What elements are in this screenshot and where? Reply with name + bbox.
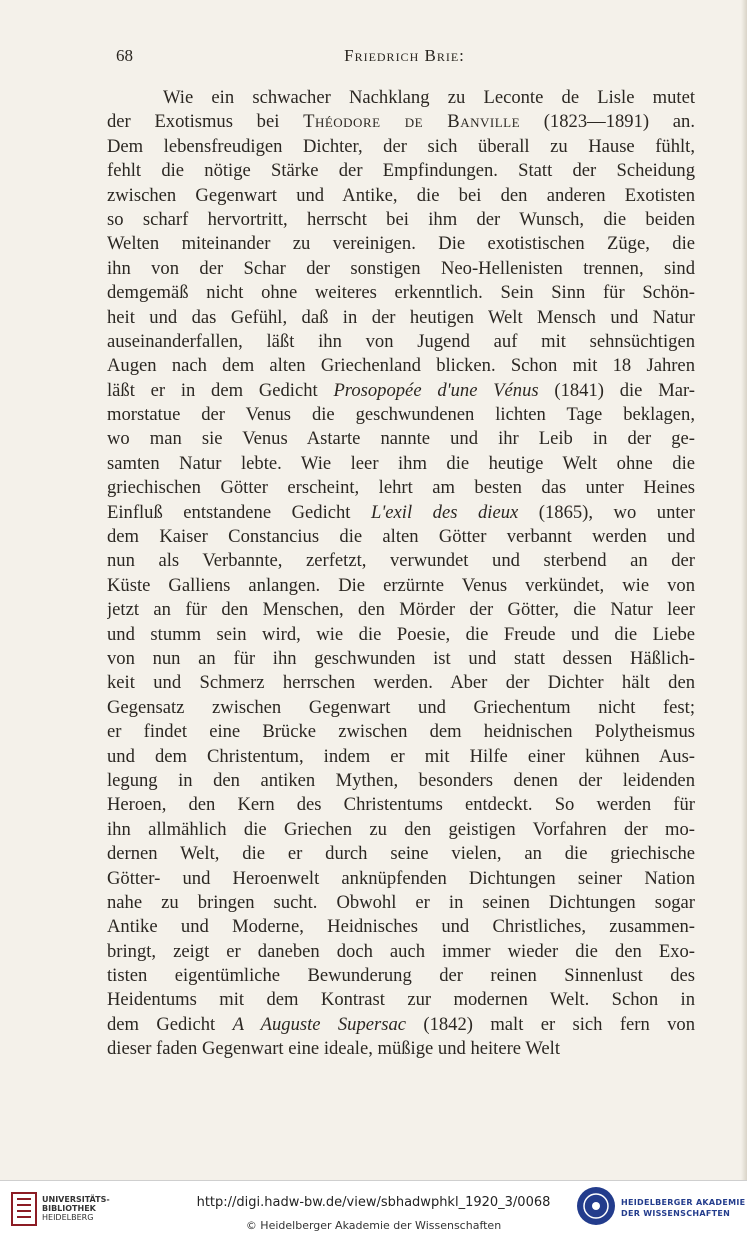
text-segment: Dem lebensfreudigen Dichter, der sich überall zu Hause fühlt, [107,135,695,157]
text-line [107,598,695,622]
text-segment: Gegensatz zwischen Gegenwart und Griechentum nicht fest; [107,696,695,718]
text-segment: und dem Christentum, indem er mit Hilfe einer kühnen Aus- [107,745,695,767]
text-segment: Küste Galliens anlangen. Die erzürnte Venus verkündet, wie von [107,574,695,596]
text-segment: dem Gedicht [107,1013,233,1035]
text-segment: wo man sie Venus Astarte nannte und ihr Leib in der ge- [107,428,695,450]
university-logo-line: BIBLIOTHEK [42,1204,96,1213]
text-segment: auseinanderfallen, läßt ihn von Jugend auf mit sehnsüchtigen [107,330,695,352]
academy-name [621,1197,745,1219]
text-line [107,891,695,915]
text-line [107,379,695,403]
text-segment: Heroen, den Kern des Christentums entdeckt. So werden für [107,794,695,816]
work-title: A Auguste Supersac [232,1013,407,1035]
text-line [107,403,695,427]
text-segment: Einfluß entstandene Gedicht [107,501,371,523]
copyright-notice: © Heidelberger Akademie der Wissenschaften [245,1219,502,1232]
text-segment: nahe zu bringen sucht. Obwohl er in seinen Dichtungen sogar [107,891,695,913]
text-line [107,745,695,769]
text-segment: nun als Verbannte, zerfetzt, verwundet und sterbend an der [107,550,695,572]
text-segment: von nun an für ihn geschwunden ist und statt dessen Häßlich- [107,647,695,669]
text-segment: (1842) malt er sich fern von [406,1013,695,1035]
text-segment: samten Natur lebte. Wie leer ihm die heutige Welt ohne die [107,452,695,474]
page-number: 68 [116,46,133,65]
text-segment: bringt, zeigt er daneben doch auch immer wieder die den Exo- [107,940,695,962]
text-segment: demgemäß nicht ohne weiteres erkenntlich. Sein Sinn für Schön- [107,282,695,304]
text-line [107,427,695,451]
text-line [107,159,695,183]
page-edge-shadow [741,0,747,1180]
author-name: Théodore de Banville [303,111,521,133]
text-line [107,964,695,988]
text-segment: dem Kaiser Constancius die alten Götter verbannt werden und [107,526,695,548]
text-segment: dieser faden Gegenwart eine ideale, müßige und heitere Welt [107,1038,560,1060]
text-line [107,354,695,378]
body-text [107,86,695,1062]
text-line [107,208,695,232]
text-segment: Heidentums mit dem Kontrast zur modernen Welt. Schon in [107,989,695,1011]
page-url-link[interactable]: http://digi.hadw-bw.de/view/sbhadwphkl_1920_3/0068 [196,1195,551,1210]
text-line [107,184,695,208]
text-segment: zwischen Gegenwart und Antike, die bei den anderen Exotisten [107,184,695,206]
text-line [107,818,695,842]
academy-logo-line: DER WISSENSCHAFTEN [621,1209,731,1218]
text-line [107,696,695,720]
text-line [107,769,695,793]
text-line [107,330,695,354]
text-segment: morstatue der Venus die geschwundenen lichten Tage beklagen, [107,404,695,426]
text-segment: Welten miteinander zu vereinigen. Die exotistischen Züge, die [107,233,695,255]
text-segment: ihn von der Schar der sonstigen Neo-Hellenisten trennen, sind [107,257,695,279]
text-segment: dernen Welt, die er durch seine vielen, an die griechische [107,843,695,865]
text-line [107,1037,695,1061]
text-line [107,281,695,305]
text-segment: (1823—1891) an. [520,111,695,133]
work-title: L'exil des dieux [370,501,519,523]
text-segment: legung in den antiken Mythen, besonders denen der leidenden [107,769,695,791]
running-title: Friedrich Brie: [344,46,465,65]
text-line [107,842,695,866]
page-header [116,46,693,70]
text-segment: keit und Schmerz herrschen werden. Aber der Dichter hält den [107,672,695,694]
text-line [107,257,695,281]
text-line [107,671,695,695]
text-segment: und stumm sein wird, wie die Poesie, die Freude und die Liebe [107,623,695,645]
text-line [107,549,695,573]
text-line [107,647,695,671]
text-segment: (1841) die Mar- [538,379,695,401]
text-line [107,476,695,500]
text-line [107,720,695,744]
text-segment: jetzt an für den Menschen, den Mörder der Götter, die Natur leer [107,599,695,621]
text-line [107,86,695,110]
work-title: Prosopopée d'une Vénus [333,379,539,401]
text-line [107,988,695,1012]
text-line [107,232,695,256]
text-line [107,574,695,598]
text-segment: Wie ein schwacher Nachklang zu Leconte de Lisle mutet [163,87,695,108]
viewer-footer [0,1180,747,1241]
text-line [107,793,695,817]
text-segment: der Exotismus bei [107,111,304,133]
text-segment: heit und das Gefühl, daß in der heutigen Welt Mensch und Natur [107,306,695,328]
text-line [107,940,695,964]
text-line [107,135,695,159]
text-line [107,867,695,891]
text-segment: läßt er in dem Gedicht [107,379,334,401]
text-line [107,501,695,525]
text-segment: ihn allmählich die Griechen zu den geistigen Vorfahren der mo- [107,818,695,840]
text-line [107,623,695,647]
text-line [107,1013,695,1037]
text-line [107,452,695,476]
text-segment: (1865), wo unter [518,501,695,523]
text-segment: Götter- und Heroenwelt anknüpfenden Dichtungen seiner Nation [107,867,695,889]
text-line [107,525,695,549]
text-segment: tisten eigentümliche Bewunderung der reinen Sinnenlust des [107,965,695,987]
text-segment: Augen nach dem alten Griechenland blicken. Schon mit 18 Jahren [107,355,695,377]
text-segment: fehlt die nötige Stärke der Empfindungen. Statt der Scheidung [107,160,695,182]
text-line [107,306,695,330]
university-logo-line: HEIDELBERG [42,1213,94,1222]
university-logo-line: UNIVERSITÄTS- [42,1195,110,1204]
text-segment: Antike und Moderne, Heidnisches und Christliches, zusammen- [107,916,695,938]
academy-seal-icon [577,1187,615,1225]
text-line [107,915,695,939]
academy-logo-line: HEIDELBERGER AKADEMIE [621,1198,746,1207]
text-line [107,110,695,134]
text-segment: griechischen Götter erscheint, lehrt am besten das unter Heines [107,477,695,499]
text-segment: er findet eine Brücke zwischen dem heidnischen Polytheismus [107,721,695,743]
text-segment: so scharf hervortritt, herrscht bei ihm der Wunsch, die beiden [107,208,695,230]
